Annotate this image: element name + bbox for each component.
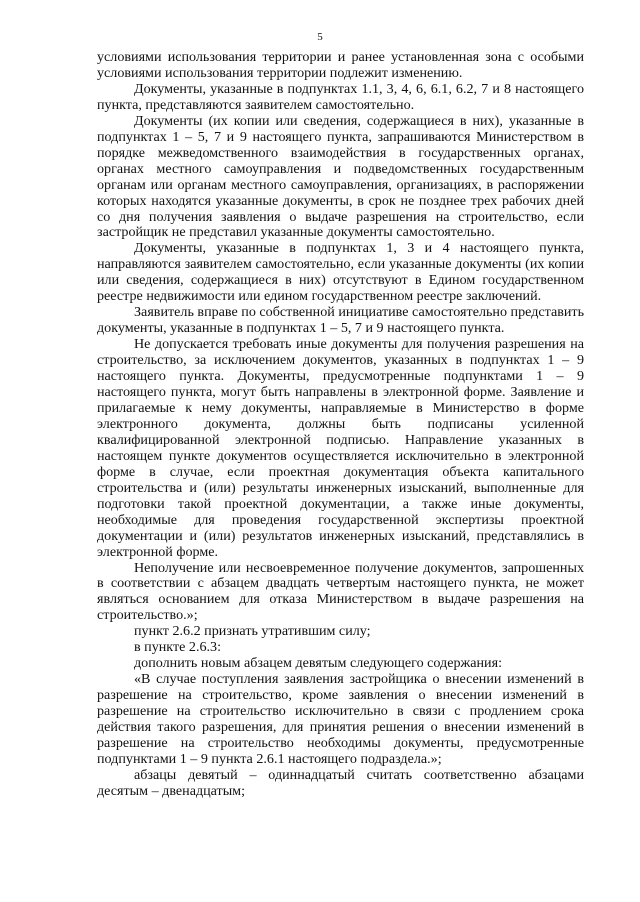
paragraph-electronic-form: Не допускается требовать иные документы для получения разрешения на строительство, за исключением документов, указанных в подпунктах 1 – 9 настоящего пункта. Документы, предусмотренные подпунктами 1 – 9 настоящего пункта, могут быть направлены в электронной форме. Заявление и прилагаемые к нему документы, направляемые в Министерство в форме электронного документа, должны быть подписаны усиленной квалифицированной электронной подписью. Направление указанных в настоящем пункте документов осуществляется исключительно в электронной форме в случае, если проектная документация объекта капитального строительства и (или) результаты инженерных изысканий, выполненные для подготовки такой проектной документации, а также иные документы, необходимые для проведения государственной экспертизы проектной документации и (или) результатов инженерных изысканий, представлялись в электронной форме. — [97, 336, 584, 560]
document-body — [97, 50, 584, 800]
paragraph-documents-self-submitted: Документы, указанные в подпунктах 1.1, 3, 4, 6, 6.1, 6.2, 7 и 8 настоящего пункта, представляются заявителем самостоятельно. — [97, 80, 584, 113]
paragraph-applicant-submission: Документы, указанные в подпунктах 1, 3 и 4 настоящего пункта, направляются заявителем самостоятельно, если указанные документы (их копии или сведения, содержащиеся в них) отсутствуют в Едином государственном реестре недвижимости или едином государственном реестре заключений. — [97, 240, 584, 305]
paragraph-continuation: условиями использования территории и ранее установленная зона с особыми условиями использования территории подлежит изменению. — [97, 49, 584, 81]
paragraph-own-initiative: Заявитель вправе по собственной инициативе самостоятельно представить документы, указанные в подпунктах 1 – 5, 7 и 9 настоящего пункта. — [97, 304, 584, 337]
paragraph-item-2-6-3: в пункте 2.6.3: — [134, 639, 222, 656]
paragraph-non-receipt: Неполучение или несвоевременное получение документов, запрошенных в соответствии с абзацем двадцать четвертым настоящего пункта, не может являться основанием для отказа Министерством в выдаче разрешения на строительство.»; — [97, 559, 584, 624]
paragraph-interagency-request: Документы (их копии или сведения, содержащиеся в них), указанные в подпунктах 1 – 5, 7 и 9 настоящего пункта, запрашиваются Министерством в порядке межведомственного взаимодействия в государственных органах, органах местного самоуправления и подведомственных государственным органам или органам местного самоуправления, организациях, в распоряжении которых находятся указанные документы, в срок не позднее трех рабочих дней со дня получения заявления о выдаче разрешения на строительство, если застройщик не представил указанные документы самостоятельно. — [97, 112, 584, 241]
paragraph-quoted-amendment: «В случае поступления заявления застройщика о внесении изменений в разрешение на строительство, кроме заявления о внесении изменений в разрешение на строительство исключительно в связи с продлением срока действия такого разрешения, для принятия решения о внесении изменений в разрешение на строительство необходимы документы, предусмотренные подпунктами 1 – 9 пункта 2.6.1 настоящего подраздела.»; — [97, 671, 584, 767]
paragraph-renumbering: абзацы девятый – одиннадцатый считать соответственно абзацами десятым – двенадцатым; — [97, 766, 584, 799]
paragraph-add-ninth: дополнить новым абзацем девятым следующего содержания: — [134, 655, 502, 672]
paragraph-item-2-6-2: пункт 2.6.2 признать утратившим силу; — [134, 623, 371, 640]
page-number: 5 — [317, 31, 323, 43]
